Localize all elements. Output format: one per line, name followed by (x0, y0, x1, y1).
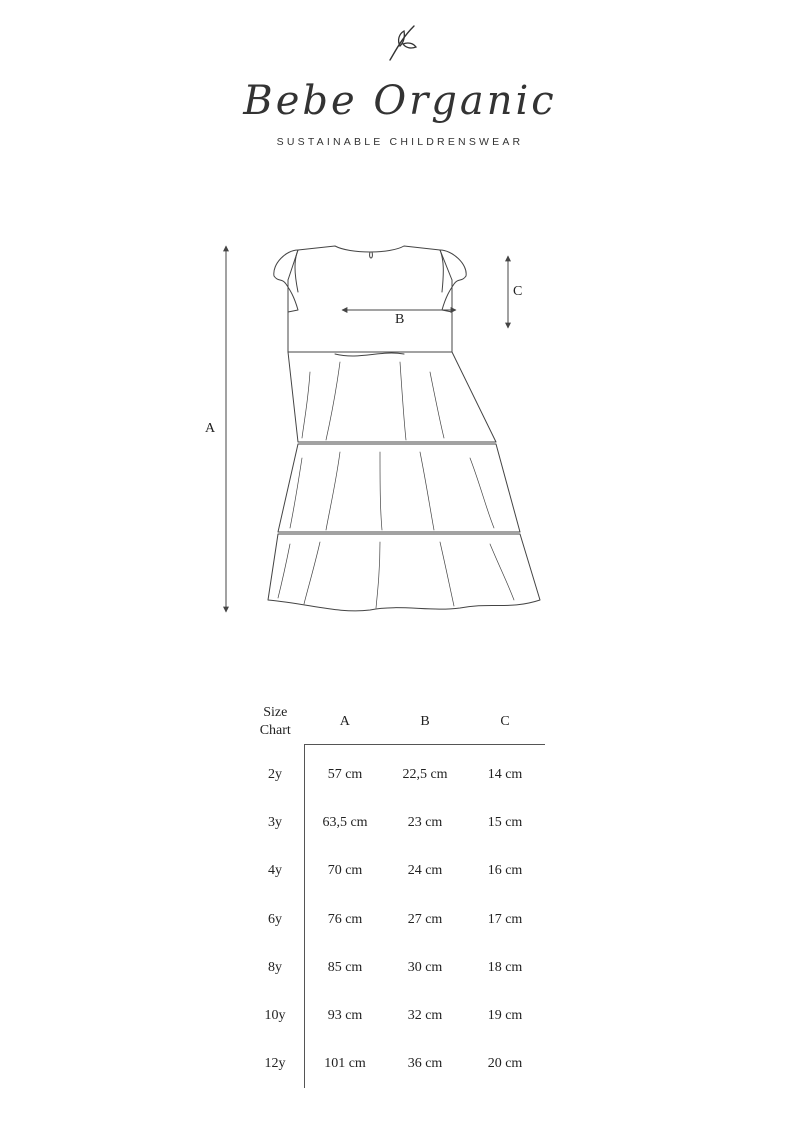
dress-diagram (190, 232, 550, 627)
cell-a: 93 cm (305, 992, 386, 1040)
header-b: B (385, 700, 465, 745)
brand-tagline: SUSTAINABLE CHILDRENSWEAR (276, 136, 524, 148)
cell-b: 30 cm (407, 959, 443, 975)
cell-a: 70 cm (305, 847, 386, 895)
header-size-line1: Size (263, 705, 288, 721)
dress-tier-1 (288, 352, 496, 442)
dress-tier-3 (268, 534, 540, 611)
cell-b: 22,5 cm (402, 767, 448, 783)
cell-a: 57 cm (305, 745, 386, 800)
cell-size: 6y (268, 911, 282, 927)
cell-a: 63,5 cm (305, 799, 386, 847)
cell-b: 27 cm (407, 911, 443, 927)
measure-label-a: A (205, 421, 216, 436)
measure-label-c: C (513, 284, 523, 299)
dress-bodice (288, 246, 452, 352)
measure-label-b: B (395, 312, 405, 327)
cell-a: 85 cm (305, 944, 386, 992)
left-sleeve (274, 250, 298, 312)
cell-size: 10y (264, 1008, 286, 1024)
cell-size: 4y (268, 863, 282, 879)
cell-b: 36 cm (407, 1056, 443, 1072)
header-a: A (305, 700, 386, 745)
table-row (246, 944, 545, 992)
table-row (246, 745, 545, 800)
brand-name: Bebe Organic (243, 78, 557, 124)
cell-c: 16 cm (487, 863, 523, 879)
cell-b: 24 cm (407, 863, 443, 879)
cell-size: 8y (268, 959, 282, 975)
cell-c: 20 cm (487, 1056, 523, 1072)
size-chart-header-row (246, 700, 545, 745)
cell-c: 19 cm (487, 1008, 523, 1024)
cell-c: 18 cm (487, 959, 523, 975)
table-row (246, 992, 545, 1040)
cell-size: 3y (268, 815, 282, 831)
table-row (246, 847, 545, 895)
cell-size: 2y (268, 766, 282, 782)
size-chart-table (246, 700, 545, 1088)
cell-b: 23 cm (407, 815, 443, 831)
cell-c: 15 cm (487, 815, 523, 831)
cell-c: 14 cm (487, 767, 523, 783)
table-row (246, 1040, 545, 1088)
cell-a: 101 cm (305, 1040, 386, 1088)
dress-tier-2 (278, 444, 520, 532)
cell-b: 32 cm (407, 1008, 443, 1024)
cell-c: 17 cm (487, 911, 523, 927)
cell-a: 76 cm (305, 896, 386, 944)
header-c: C (465, 700, 545, 745)
header-size-line2: Chart (259, 723, 291, 739)
sprig-icon (380, 20, 424, 64)
header-size-chart (246, 700, 305, 745)
table-row (246, 799, 545, 847)
cell-size: 12y (264, 1056, 286, 1072)
table-row (246, 896, 545, 944)
